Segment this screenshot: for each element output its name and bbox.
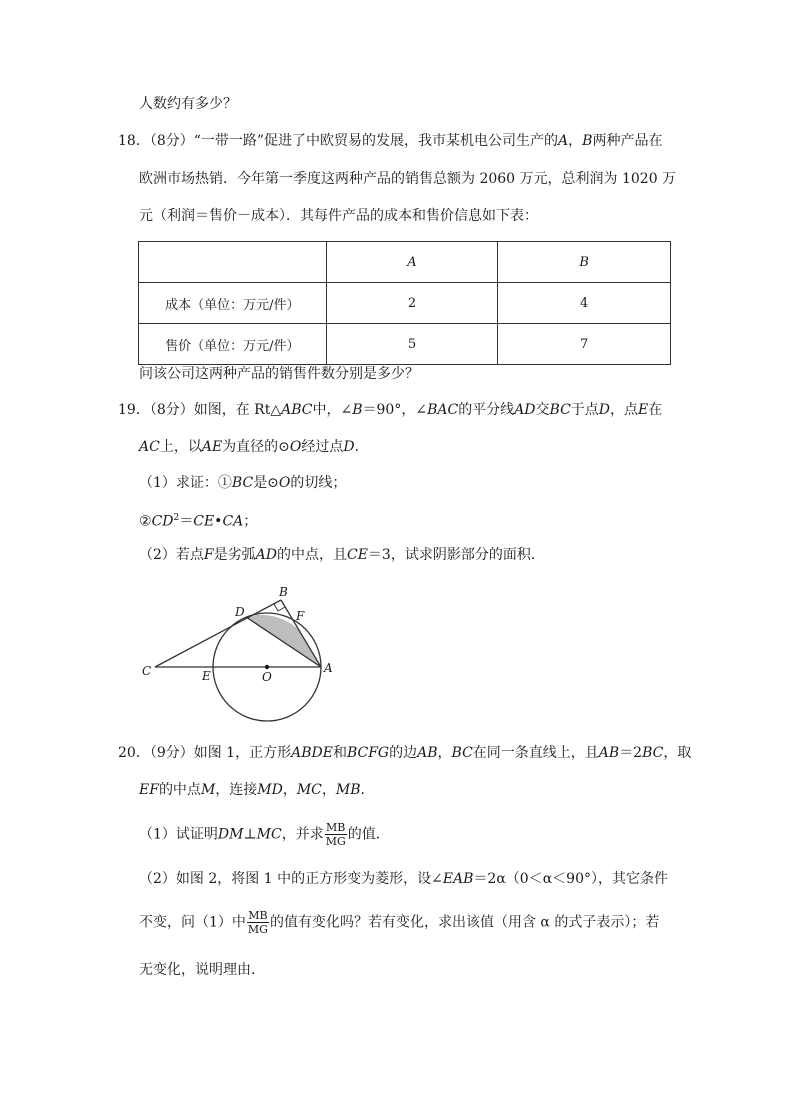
table-row-label: 成本（单位：万元/件）: [139, 283, 327, 324]
q19-var: CD: [151, 513, 174, 530]
q19-text: 的中点，且: [276, 547, 347, 563]
q18-var-b: B: [582, 133, 593, 149]
q19-var: BC: [549, 402, 571, 418]
q19-text: （1）求证：①: [139, 475, 232, 491]
label-d: D: [235, 605, 245, 619]
q19-var: D: [343, 439, 355, 455]
q19-var: AE: [201, 439, 223, 455]
q20-text: （2）如图 2，将图 1 中的正方形变为菱形，设∠: [139, 871, 443, 887]
q20-line-2: [139, 780, 375, 800]
q18-text: 18．（8分）“一带一路”促进了中欧贸易的发展，我市某机电公司生产的: [118, 133, 559, 149]
q20-var: BC: [642, 745, 664, 761]
label-f: F: [296, 609, 305, 623]
q20-var: DM: [217, 826, 244, 843]
q20-text: 20．（9分）如图 1，正方形: [118, 745, 292, 761]
q19-var: AD: [255, 547, 277, 563]
q19-text: 为直径的⊙: [222, 439, 290, 455]
q20-text: ，并求: [281, 826, 324, 843]
q20-var: MB: [335, 782, 361, 798]
fraction-mb-mg: [325, 822, 347, 847]
q20-part-2c: 无变化，说明理由．: [139, 962, 265, 978]
q20-text: ，: [282, 782, 297, 798]
q20-text: （1）试证明: [139, 826, 218, 843]
q20-var: AB: [598, 745, 620, 761]
fraction-mb-mg: [247, 910, 269, 935]
q20-text: 在同一条直线上，且: [472, 745, 599, 761]
q19-var: O: [289, 439, 302, 455]
q19-var: AC: [139, 439, 160, 455]
q18-var-a: A: [558, 133, 569, 149]
label-c: C: [142, 664, 152, 678]
label-b: B: [279, 585, 288, 599]
q20-var: AB: [417, 745, 438, 761]
q20-part-1: [139, 822, 390, 847]
fraction-denominator: MG: [325, 835, 346, 848]
q18-comma: ，: [568, 133, 583, 149]
fraction-numerator: MB: [248, 909, 268, 922]
q19-text: 在: [648, 402, 663, 418]
table-cell-b: 4: [498, 283, 671, 324]
q20-text: 的中点: [158, 782, 201, 798]
q19-var: F: [203, 547, 214, 563]
label-e: E: [202, 669, 211, 683]
q20-var: ABDE: [291, 745, 333, 761]
q19-text: ；: [243, 513, 258, 530]
q20-text: ，: [437, 745, 452, 761]
q19-text: 19．（8分）如图，在 Rt△: [118, 402, 282, 418]
q19-text: ＝90°，∠: [362, 402, 428, 418]
q19-var: CA: [222, 513, 244, 530]
q19-text: 的平分线: [458, 402, 515, 418]
label-o: O: [262, 670, 272, 684]
q19-text: ＝: [179, 513, 194, 530]
q20-text: ＝2: [619, 745, 643, 761]
q20-text: 的值有变化吗？若有变化，求出该值（用含 α 的式子表示）；若: [269, 914, 660, 931]
q19-text: 是劣弧: [213, 547, 256, 563]
q20-line-1: [118, 743, 691, 763]
q19-var: BC: [231, 475, 254, 491]
q20-text: ，取: [663, 745, 692, 761]
q19-var: BAC: [427, 402, 459, 418]
q19-var: CE: [193, 513, 215, 530]
q19-var: D: [598, 402, 611, 418]
q20-var: M: [200, 782, 216, 798]
q19-var: O: [278, 475, 291, 491]
q20-text: ⊥: [243, 826, 257, 843]
table-cell-b: 7: [498, 324, 671, 365]
q20-text: ，连接: [215, 782, 258, 798]
q19-text: 中，∠: [312, 402, 353, 418]
q19-var: CE: [346, 547, 368, 563]
segment-cb: [155, 600, 281, 667]
q19-text: ，点: [610, 402, 639, 418]
q19-superscript: 2: [173, 513, 180, 523]
q19-text: ＝3，试求阴影部分的面积．: [367, 547, 545, 563]
q19-text: ．: [354, 439, 369, 455]
q20-var: MC: [296, 782, 322, 798]
q19-var: ABC: [281, 402, 313, 418]
q20-part-2: [139, 869, 668, 889]
q19-text: 于点: [570, 402, 599, 418]
q20-text: ＝2α（0＜α＜90°），其它条件: [473, 871, 668, 887]
fraction-numerator: MB: [326, 821, 346, 834]
q19-text: 是⊙: [253, 475, 279, 491]
q19-text: 上，以: [159, 439, 202, 455]
q19-text: •: [214, 513, 223, 530]
fraction-denominator: MG: [247, 923, 268, 936]
q18-question: 问该公司这两种产品的销售件数分别是多少？: [139, 366, 419, 382]
q20-text: ．: [360, 782, 375, 798]
table-header-a: A: [326, 242, 498, 283]
q18-line-3: 元（利润＝售价－成本）．其每件产品的成本和售价信息如下表：: [139, 208, 538, 224]
label-a: A: [324, 661, 333, 675]
q19-text: （2）若点: [139, 547, 204, 563]
q19-var: B: [352, 402, 363, 418]
q20-var: MC: [256, 826, 282, 843]
table-cell-a: 5: [326, 324, 498, 365]
q20-text: 的值．: [347, 826, 390, 843]
table-cell-a: 2: [326, 283, 498, 324]
q20-var: BCFG: [346, 745, 390, 761]
previous-question-tail: 人数约有多少？: [139, 96, 237, 112]
q20-var: EF: [139, 782, 159, 798]
q20-text: 的边: [389, 745, 418, 761]
table-row-label: 售价（单位：万元/件）: [139, 324, 327, 365]
q19-text: 交: [535, 402, 550, 418]
center-point: [265, 665, 269, 669]
q18-line-2: 欧洲市场热销．今年第一季度这两种产品的销售总额为 2060 万元，总利润为 1020 万: [139, 171, 677, 187]
q20-part-2b: [139, 910, 659, 935]
q20-text: 和: [332, 745, 347, 761]
q20-var: EAB: [442, 871, 474, 887]
q20-var: BC: [451, 745, 473, 761]
q19-text: 的切线；: [290, 475, 347, 491]
table-header-b: B: [498, 242, 671, 283]
q19-var: E: [638, 402, 649, 418]
q19-text: 经过点: [301, 439, 344, 455]
q20-var: MD: [257, 782, 283, 798]
q19-var: AD: [514, 402, 536, 418]
q20-text: ，: [321, 782, 336, 798]
q18-text-tail: 两种产品在: [592, 133, 663, 149]
q20-text: 不变，问（1）中: [139, 914, 246, 931]
q19-text: ②: [139, 513, 152, 530]
